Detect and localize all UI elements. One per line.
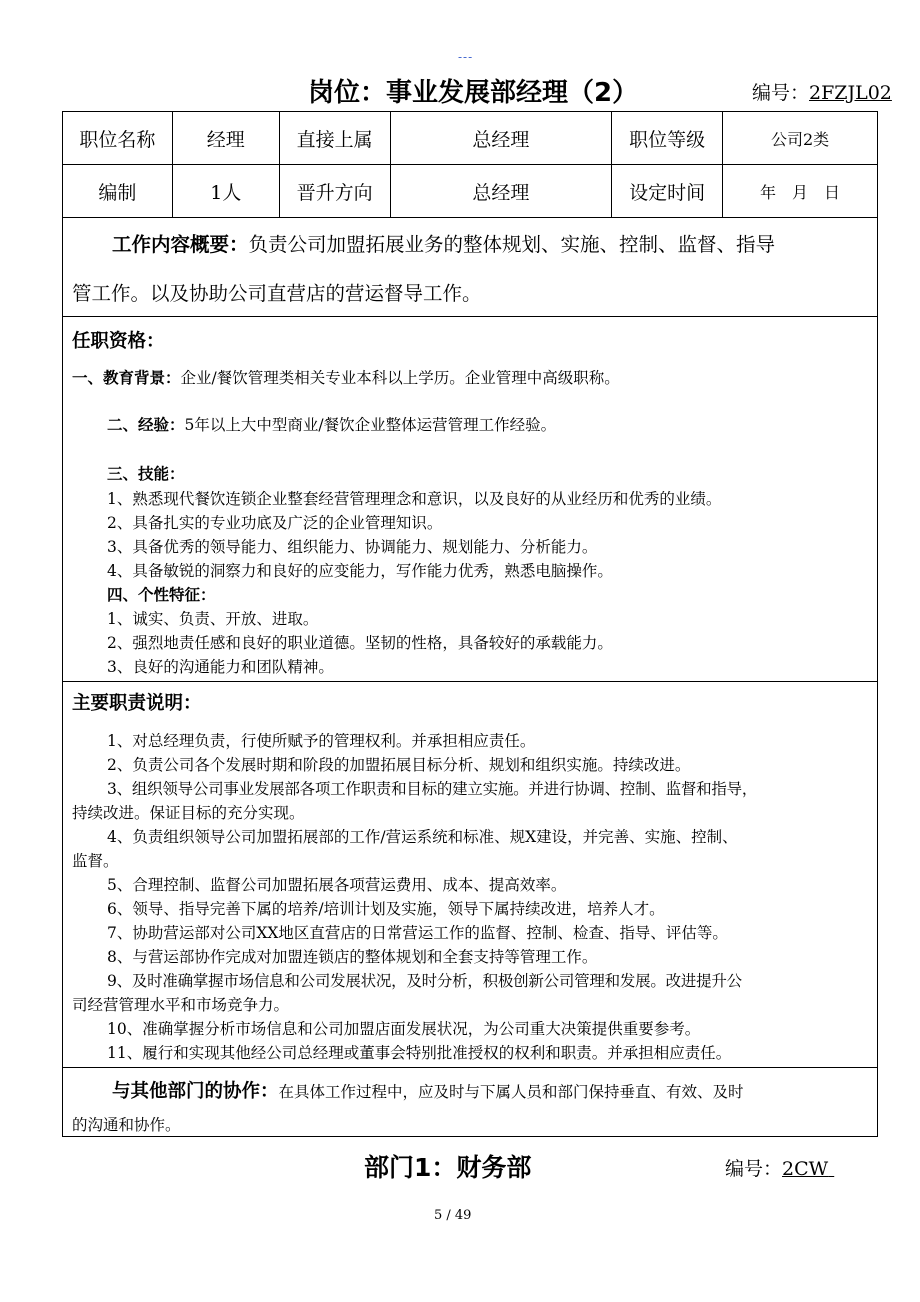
summary-line-1	[112, 233, 775, 257]
traits-label: 四、个性特征：	[107, 586, 216, 604]
list-item: 8、与营运部协作完成对加盟连锁店的整体规划和全套支持等管理工作。	[107, 948, 598, 966]
experience-text: 5年以上大中型商业/餐饮企业整体运营管理工作经验。	[184, 416, 557, 434]
code-label: 编号：	[752, 82, 810, 104]
education-line	[72, 367, 620, 390]
skills-label: 三、技能：	[107, 465, 185, 483]
list-item: 1、熟悉现代餐饮连锁企业整套经营管理理念和意识，以及良好的从业经历和优秀的业绩。	[107, 490, 722, 508]
table-cell: 总经理	[390, 112, 612, 165]
list-item: 7、协助营运部对公司XX地区直营店的日常营运工作的监督、控制、检查、指导、评估等。	[107, 924, 728, 942]
list-item: 2、强烈地责任感和良好的职业道德。坚韧的性格，具备较好的承载能力。	[107, 634, 613, 652]
list-item: 2、负责公司各个发展时期和阶段的加盟拓展目标分析、规划和组织实施。持续改进。	[107, 756, 691, 774]
list-item: 6、领导、指导完善下属的培养/培训计划及实施，领导下属持续改进，培养人才。	[107, 900, 665, 918]
divider	[62, 316, 878, 317]
table-cell: 直接上属	[279, 112, 390, 165]
list-item: 持续改进。保证目标的充分实现。	[72, 804, 305, 822]
cooperation-line-2: 的沟通和协作。	[72, 1116, 181, 1134]
table-cell: 1人	[172, 165, 279, 218]
duties-heading: 主要职责说明：	[72, 693, 202, 714]
summary-line-2: 管工作。以及协助公司直营店的营运督导工作。	[72, 282, 482, 305]
qualifications-heading: 任职资格：	[72, 331, 165, 352]
education-label: 一、教育背景：	[72, 369, 181, 387]
list-item: 11、履行和实现其他经公司总经理或董事会特别批准授权的权利和职责。并承担相应责任。	[107, 1044, 732, 1062]
list-item: 10、准确掌握分析市场信息和公司加盟店面发展状况，为公司重大决策提供重要参考。	[107, 1020, 701, 1038]
list-item: 司经营管理水平和市场竞争力。	[72, 996, 290, 1014]
list-item: 4、负责组织领导公司加盟拓展部的工作/营运系统和标准、规X建设，并完善、实施、控制、	[107, 828, 738, 846]
document-code	[752, 78, 892, 105]
list-item: 4、具备敏锐的洞察力和良好的应变能力，写作能力优秀，熟悉电脑操作。	[107, 562, 613, 580]
table-cell: 设定时间	[612, 165, 723, 218]
table-row	[63, 112, 878, 165]
code-value: 2CW	[782, 1158, 829, 1180]
next-section-code	[725, 1154, 834, 1181]
list-item: 9、及时准确掌握市场信息和公司发展状况，及时分析，积极创新公司管理和发展。改进提升公	[107, 972, 742, 990]
divider	[62, 681, 878, 682]
header-mark: ---	[458, 50, 474, 64]
summary-label: 工作内容概要：	[112, 233, 249, 256]
next-section-title: 部门1：财务部	[364, 1153, 532, 1182]
table-cell: 经理	[172, 112, 279, 165]
cooperation-text: 在具体工作过程中，应及时与下属人员和部门保持垂直、有效、及时	[278, 1083, 744, 1101]
list-item: 5、合理控制、监督公司加盟拓展各项营运费用、成本、提高效率。	[107, 876, 567, 894]
page-title: 岗位：事业发展部经理（2）	[308, 78, 639, 108]
table-row	[63, 165, 878, 218]
summary-text: 负责公司加盟拓展业务的整体规划、实施、控制、监督、指导	[248, 233, 776, 256]
page-number: 5 / 49	[434, 1208, 472, 1223]
education-text: 企业/餐饮管理类相关专业本科以上学历。企业管理中高级职称。	[180, 369, 620, 387]
list-item: 2、具备扎实的专业功底及广泛的企业管理知识。	[107, 514, 443, 532]
table-cell: 总经理	[390, 165, 612, 218]
list-item: 3、组织领导公司事业发展部各项工作职责和目标的建立实施。并进行协调、控制、监督和指导，	[107, 780, 758, 798]
position-info-table	[62, 111, 878, 218]
experience-label: 二、经验：	[107, 416, 185, 434]
code-label: 编号：	[725, 1158, 783, 1180]
table-cell: 职位名称	[63, 112, 173, 165]
table-cell: 编制	[63, 165, 173, 218]
list-item: 监督。	[72, 852, 119, 870]
code-value: 2FZJL02	[809, 82, 892, 104]
cooperation-label: 与其他部门的协作：	[112, 1081, 279, 1102]
table-cell: 晋升方向	[279, 165, 390, 218]
list-item: 3、具备优秀的领导能力、组织能力、协调能力、规划能力、分析能力。	[107, 538, 598, 556]
divider	[62, 1067, 878, 1068]
list-item: 1、诚实、负责、开放、进取。	[107, 610, 319, 628]
table-cell: 年 月 日	[723, 165, 878, 218]
list-item: 3、良好的沟通能力和团队精神。	[107, 658, 334, 676]
cooperation-line-1	[112, 1080, 744, 1104]
list-item: 1、对总经理负责，行使所赋予的管理权利。并承担相应责任。	[107, 732, 536, 750]
experience-line	[107, 414, 556, 437]
table-cell: 职位等级	[612, 112, 723, 165]
table-cell: 公司2类	[723, 112, 878, 165]
